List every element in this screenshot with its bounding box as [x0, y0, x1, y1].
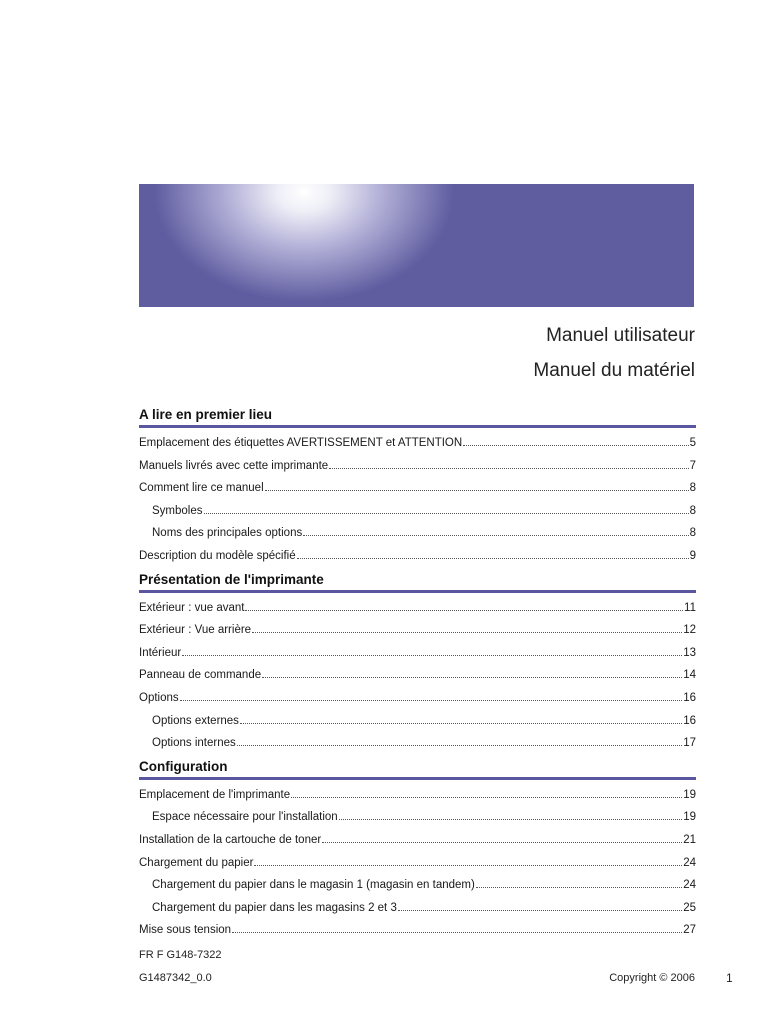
toc-entry-label: Extérieur : Vue arrière	[139, 624, 252, 637]
toc-entry-label: Installation de la cartouche de toner	[139, 833, 322, 846]
toc-entry-label: Panneau de commande	[139, 669, 262, 682]
toc-entry[interactable]	[139, 829, 696, 852]
toc-entry[interactable]	[139, 806, 696, 829]
dot-leader	[329, 467, 688, 469]
toc-entry[interactable]	[139, 784, 696, 807]
toc-entry[interactable]	[139, 874, 696, 897]
toc-entry[interactable]	[139, 732, 696, 755]
dot-leader	[237, 744, 682, 746]
dot-leader	[398, 909, 682, 911]
toc-entry-label: Emplacement des étiquettes AVERTISSEMENT et ATTENTION	[139, 437, 463, 449]
toc-entry-page: 5	[689, 437, 696, 449]
toc-entry[interactable]	[139, 852, 696, 875]
toc-section	[139, 568, 696, 755]
dot-leader	[297, 557, 689, 559]
toc-entry-label: Description du modèle spécifié	[139, 549, 296, 562]
cover-banner	[139, 184, 694, 307]
toc-entry[interactable]	[139, 642, 696, 665]
toc-entry-label: Comment lire ce manuel	[139, 482, 264, 495]
toc-entry[interactable]	[139, 619, 696, 642]
dot-leader	[265, 489, 689, 491]
toc-entry-page: 16	[683, 691, 696, 704]
toc-entry-page: 12	[683, 624, 696, 637]
section-heading: Configuration	[139, 755, 696, 780]
section-heading: A lire en premier lieu	[139, 403, 696, 428]
dot-leader	[245, 609, 683, 611]
toc-entry-list	[139, 780, 696, 942]
toc-entry-page: 19	[683, 788, 696, 801]
toc-entry-page: 11	[684, 601, 696, 614]
toc-entry[interactable]	[139, 477, 696, 500]
toc-entry-page: 17	[683, 737, 696, 750]
toc-entry-label: Chargement du papier	[139, 856, 254, 869]
toc-entry-list	[139, 593, 696, 755]
toc-entry-label: Options	[139, 691, 179, 704]
copyright: Copyright © 2006	[609, 972, 695, 984]
toc-entry-page: 8	[689, 527, 696, 540]
toc-section	[139, 403, 696, 568]
toc-entry[interactable]	[139, 687, 696, 710]
toc-entry-label: Options internes	[152, 737, 236, 750]
toc-entry-label: Symboles	[152, 504, 203, 517]
dot-leader	[232, 931, 682, 933]
toc-entry-page: 14	[683, 669, 696, 682]
toc-entry-page: 24	[683, 879, 696, 892]
toc-entry-label: Options externes	[152, 714, 239, 727]
dot-leader	[254, 864, 682, 866]
dot-leader	[303, 534, 688, 536]
dot-leader	[339, 818, 683, 820]
toc-entry[interactable]	[139, 432, 696, 455]
dot-leader	[180, 699, 683, 701]
dot-leader	[322, 841, 682, 843]
toc-entry-label: Extérieur : vue avant	[139, 601, 245, 614]
document-id: G1487342_0.0	[139, 972, 212, 984]
toc-entry-page: 8	[689, 482, 696, 495]
toc-entry-label: Manuels livrés avec cette imprimante	[139, 459, 329, 472]
dot-leader	[262, 676, 682, 678]
toc-entry[interactable]	[139, 710, 696, 733]
dot-leader	[240, 722, 682, 724]
page-number: 1	[726, 971, 733, 985]
title-line-1: Manuel utilisateur	[546, 325, 695, 346]
toc-entry-label: Chargement du papier dans les magasins 2 et 3	[152, 901, 397, 914]
title-line-2: Manuel du matériel	[533, 360, 695, 381]
toc-entry-page: 27	[683, 924, 696, 937]
toc-entry-page: 25	[683, 901, 696, 914]
toc-entry[interactable]	[139, 664, 696, 687]
dot-leader	[182, 654, 682, 656]
toc-entry-list	[139, 428, 696, 568]
toc-entry[interactable]	[139, 545, 696, 568]
toc-entry-label: Chargement du papier dans le magasin 1 (magasin en tandem)	[152, 879, 475, 892]
toc-section	[139, 755, 696, 942]
document-code: FR F G148-7322	[139, 949, 222, 961]
dot-leader	[291, 796, 682, 798]
toc-entry-page: 24	[683, 856, 696, 869]
toc-entry-page: 21	[683, 833, 696, 846]
toc-entry[interactable]	[139, 919, 696, 942]
toc-entry-page: 16	[683, 714, 696, 727]
toc-entry-page: 8	[689, 504, 696, 517]
toc-entry-label: Intérieur	[139, 646, 182, 659]
toc-entry-label: Espace nécessaire pour l'installation	[152, 811, 338, 824]
toc-entry-page: 9	[689, 549, 696, 562]
toc-entry[interactable]	[139, 455, 696, 478]
toc-entry-label: Emplacement de l'imprimante	[139, 788, 291, 801]
toc-entry-page: 7	[689, 459, 696, 472]
dot-leader	[476, 886, 682, 888]
table-of-contents	[139, 403, 696, 942]
toc-entry-page: 19	[683, 811, 696, 824]
toc-entry-label: Mise sous tension	[139, 924, 232, 937]
toc-entry[interactable]	[139, 897, 696, 920]
section-heading: Présentation de l'imprimante	[139, 568, 696, 593]
toc-entry-page: 13	[683, 646, 696, 659]
toc-entry[interactable]	[139, 500, 696, 523]
dot-leader	[252, 631, 682, 633]
toc-entry[interactable]	[139, 597, 696, 620]
dot-leader	[463, 444, 688, 446]
dot-leader	[204, 512, 689, 514]
toc-entry[interactable]	[139, 522, 696, 545]
document-titles	[533, 318, 695, 388]
toc-entry-label: Noms des principales options	[152, 527, 303, 540]
